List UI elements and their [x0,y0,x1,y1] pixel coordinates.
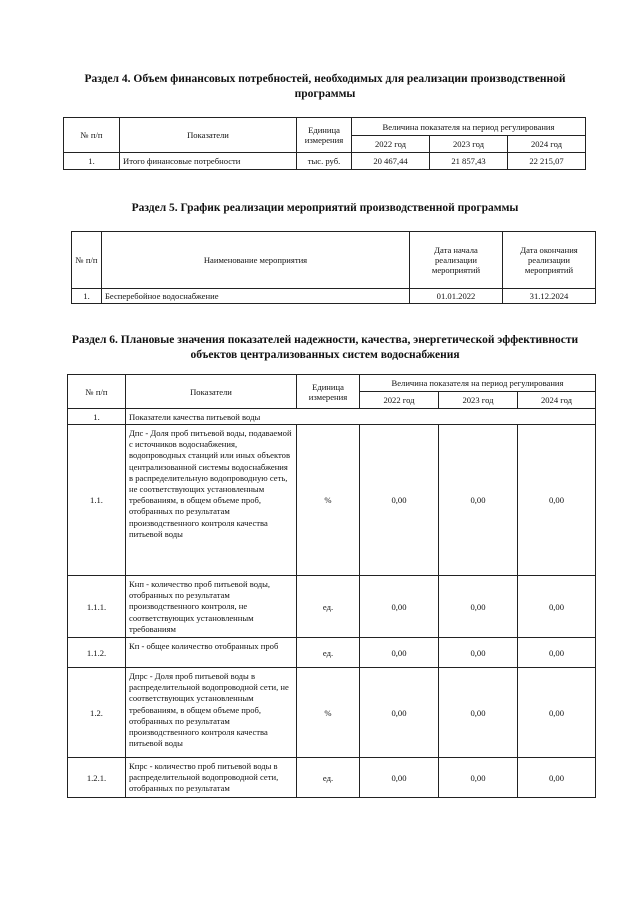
row-value: 20 467,44 [352,153,430,170]
row-end-date: 31.12.2024 [503,289,596,304]
group-row-label: Показатели качества питьевой воды [126,409,596,425]
s4-header-indicator: Показатели [120,118,297,153]
row-value: 21 857,43 [430,153,508,170]
row-value: 0,00 [360,425,439,576]
s6-header-year: 2024 год [518,392,596,409]
row-value: 0,00 [439,425,518,576]
s4-header-unit: Единица измерения [297,118,352,153]
s4-header-period: Величина показателя на период регулирования [352,118,586,136]
table-row [68,576,596,638]
row-unit: % [297,425,360,576]
row-value: 0,00 [360,576,439,638]
table-row [68,409,596,425]
row-num: 1.1. [68,425,126,576]
section-4-table [63,117,586,170]
row-unit: тыс. руб. [297,153,352,170]
row-value: 0,00 [360,758,439,798]
s6-header-year: 2023 год [439,392,518,409]
row-value: 0,00 [439,638,518,668]
section-6-table [67,374,596,798]
row-value: 0,00 [360,668,439,758]
row-value: 0,00 [439,758,518,798]
row-num: 1. [72,289,102,304]
row-name: Бесперебойное водоснабжение [102,289,410,304]
row-unit: ед. [297,758,360,798]
table-row [72,289,596,304]
s6-header-num: № п/п [68,375,126,409]
row-value: 0,00 [439,668,518,758]
s4-header-year: 2024 год [508,136,586,153]
row-unit: % [297,668,360,758]
row-num: 1.2. [68,668,126,758]
row-value: 0,00 [360,638,439,668]
row-indicator: Кнп - количество проб питьевой воды, отобранных по результатам производственного контроля, не соответствующих установленным требованиям [126,576,297,638]
row-num: 1.1.2. [68,638,126,668]
group-row-num: 1. [68,409,126,425]
s6-header-unit: Единица измерения [297,375,360,409]
s6-header-period: Величина показателя на период регулирования [360,375,596,392]
row-value: 0,00 [439,576,518,638]
section-4-title: Раздел 4. Объем финансовых потребностей, необходимых для реализации производственной программы [84,73,566,100]
table-row [68,668,596,758]
table-row [68,638,596,668]
row-value: 0,00 [518,425,596,576]
table-row [68,758,596,798]
row-indicator: Кп - общее количество отобранных проб [126,638,297,668]
s5-header-name: Наименование мероприятия [102,232,410,289]
row-value: 0,00 [518,758,596,798]
row-num: 1.2.1. [68,758,126,798]
row-indicator: Итого финансовые потребности [120,153,297,170]
s4-header-num: № п/п [64,118,120,153]
section-5-table [71,231,596,304]
row-unit: ед. [297,638,360,668]
row-indicator: Кпрс - количество проб питьевой воды в распределительной водопроводной сети, отобранных по результатам [126,758,297,798]
row-indicator: Дпс - Доля проб питьевой воды, подаваемой с источников водоснабжения, водопроводных станций или иных объектов централизованной системы водоснабжения в распределительную водопроводную сеть, не соответствующих установленным требованиям, в общем объеме проб, отобранных по результатам производственного контроля качества питьевой воды [126,425,297,576]
row-start-date: 01.01.2022 [410,289,503,304]
row-num: 1.1.1. [68,576,126,638]
table-row [64,153,586,170]
row-value: 22 215,07 [508,153,586,170]
row-unit: ед. [297,576,360,638]
s5-header-num: № п/п [72,232,102,289]
s6-header-year: 2022 год [360,392,439,409]
s5-header-end: Дата окончания реализации мероприятий [503,232,596,289]
section-6-title: Раздел 6. Плановые значения показателей надежности, качества, энергетической эффективности объектов централизованных систем водоснабжения [71,334,579,361]
section-5-title: Раздел 5. График реализации мероприятий производственной программы [131,202,519,214]
s4-header-year: 2023 год [430,136,508,153]
s5-header-start: Дата начала реализации мероприятий [410,232,503,289]
row-value: 0,00 [518,638,596,668]
row-num: 1. [64,153,120,170]
s6-header-indicator: Показатели [126,375,297,409]
row-indicator: Дпрс - Доля проб питьевой воды в распределительной водопроводной сети, не соответствующих установленным требованиям, в общем объеме проб, отобранных по результатам производственного контроля качества питьевой воды [126,668,297,758]
row-value: 0,00 [518,668,596,758]
s4-header-year: 2022 год [352,136,430,153]
row-value: 0,00 [518,576,596,638]
table-row [68,425,596,576]
